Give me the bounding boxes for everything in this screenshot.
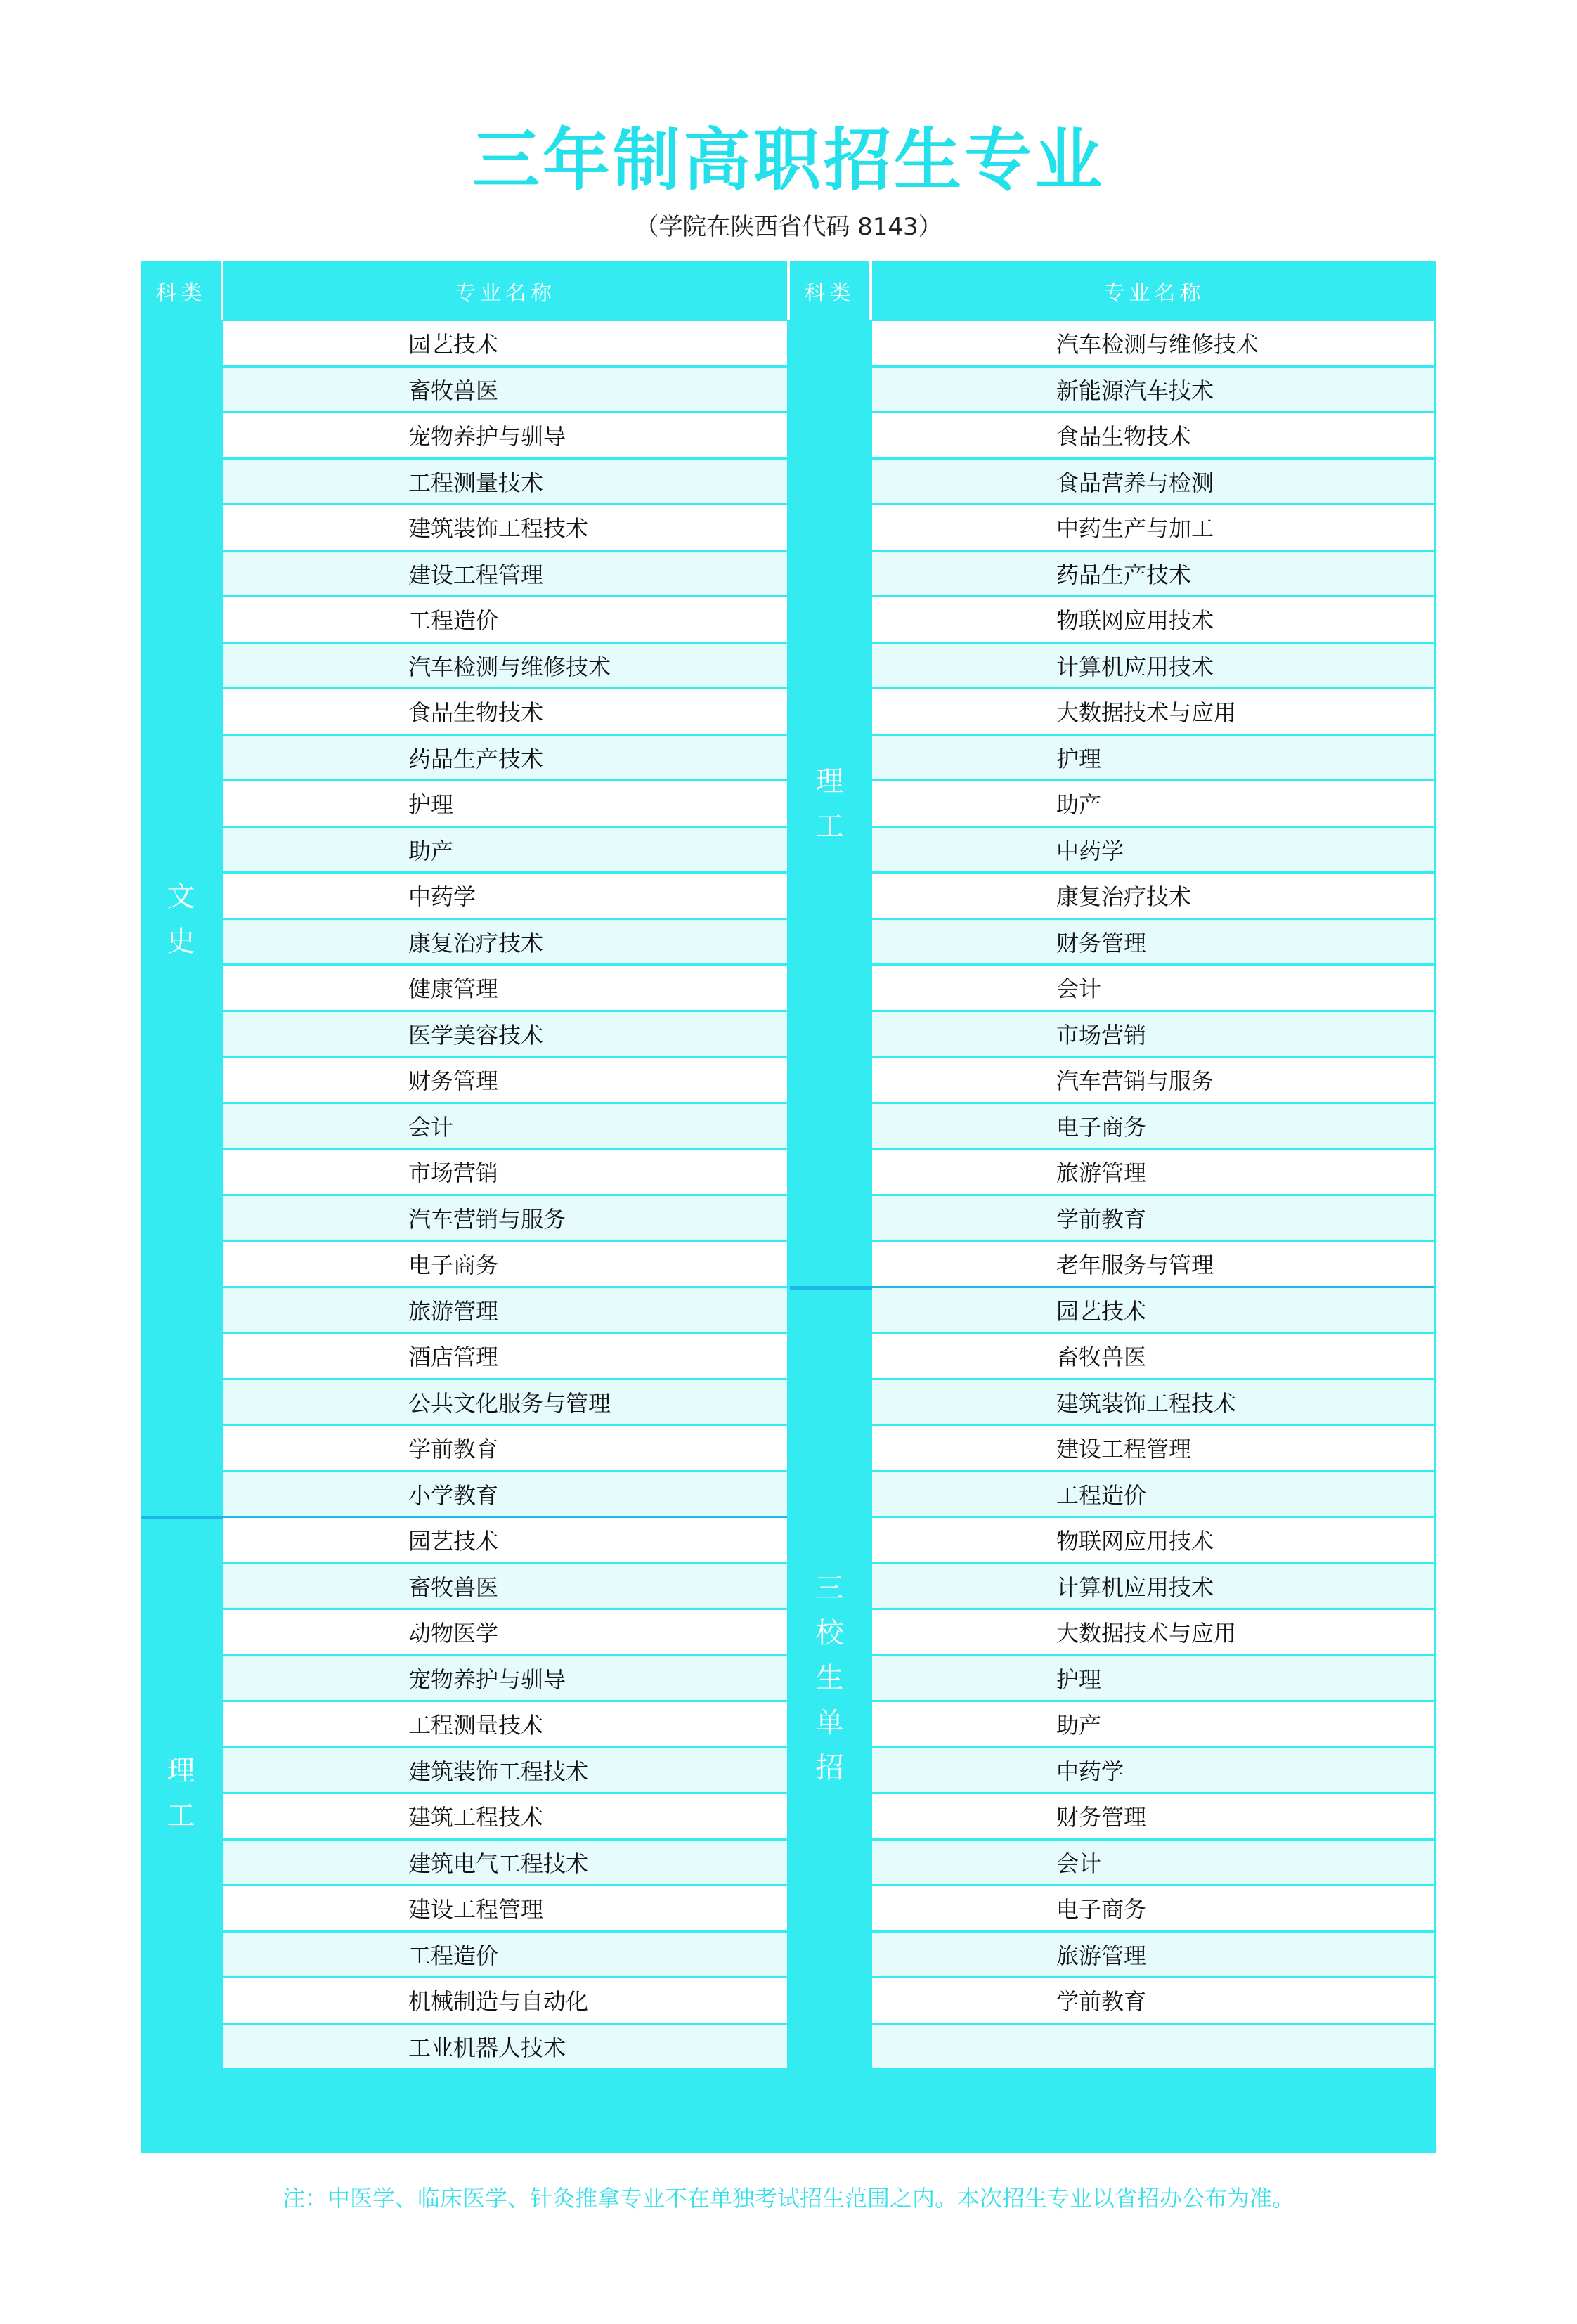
table-row [223, 1518, 787, 1562]
major-name: 旅游管理 [1056, 1160, 1147, 1187]
table-row [872, 321, 1434, 365]
major-name: 旅游管理 [1056, 1942, 1147, 1969]
major-name: 建筑装饰工程技术 [408, 515, 589, 543]
major-name: 园艺技术 [408, 1528, 499, 1555]
major-name: 助产 [1056, 1712, 1102, 1739]
table-row [223, 505, 787, 550]
table-row [223, 1610, 787, 1654]
table-row [872, 644, 1434, 688]
table-row [223, 368, 787, 412]
major-name: 工程测量技术 [408, 1712, 544, 1739]
table-row [223, 1334, 787, 1378]
table-row [223, 1886, 787, 1930]
table-row [223, 966, 787, 1010]
major-name: 财务管理 [1056, 929, 1147, 956]
major-name: 电子商务 [1056, 1896, 1147, 1923]
table-row [872, 920, 1434, 964]
table-row [872, 1150, 1434, 1194]
category-char: 校 [815, 1617, 844, 1650]
table-row [223, 1794, 787, 1838]
table-row [872, 413, 1434, 457]
major-name: 小学教育 [408, 1481, 499, 1509]
major-name: 园艺技术 [408, 331, 499, 358]
major-name: 电子商务 [408, 1252, 499, 1279]
major-name: 畜牧兽医 [408, 1573, 499, 1601]
table-row [872, 1426, 1434, 1470]
table-row [223, 413, 787, 457]
major-name: 计算机应用技术 [1056, 653, 1214, 680]
table-row [872, 1196, 1434, 1240]
table-row [872, 689, 1434, 734]
major-name: 中药学 [1056, 837, 1124, 864]
major-name: 药品生产技术 [408, 745, 544, 772]
major-name: 康复治疗技术 [408, 929, 544, 956]
major-name: 大数据技术与应用 [1056, 1620, 1237, 1647]
major-name: 园艺技术 [1056, 1297, 1147, 1325]
table-row [223, 1656, 787, 1701]
table-row [223, 1564, 787, 1609]
major-name: 学前教育 [1056, 1205, 1147, 1233]
category-char: 理 [815, 765, 844, 798]
table-row [223, 1380, 787, 1424]
table-row [872, 1933, 1434, 1977]
table-row [872, 597, 1434, 642]
major-name: 汽车检测与维修技术 [408, 653, 611, 680]
category-char: 三 [815, 1572, 844, 1605]
table-row [223, 1978, 787, 2023]
table-row [872, 1841, 1434, 1885]
major-name: 建筑装饰工程技术 [408, 1758, 589, 1785]
header-major-right: 专业名称 [1103, 280, 1205, 306]
table-row [223, 644, 787, 688]
table-row [872, 966, 1434, 1010]
table-row [223, 1242, 787, 1286]
major-name: 计算机应用技术 [1056, 1573, 1214, 1601]
major-name: 工业机器人技术 [408, 2034, 566, 2061]
major-name: 酒店管理 [408, 1344, 499, 1371]
major-name: 电子商务 [1056, 1113, 1147, 1141]
table-row [223, 1012, 787, 1056]
table-row [872, 552, 1434, 596]
table-row [223, 1426, 787, 1470]
major-name: 食品生物技术 [1056, 423, 1192, 450]
table-row [872, 1978, 1434, 2023]
major-name: 建筑工程技术 [408, 1804, 544, 1831]
major-name: 中药学 [408, 883, 476, 911]
category-char: 史 [167, 925, 195, 958]
table-row [223, 597, 787, 642]
major-name: 汽车营销与服务 [408, 1205, 566, 1233]
major-name: 动物医学 [408, 1620, 499, 1647]
major-name: 护理 [1056, 1666, 1102, 1693]
table-row [223, 1058, 787, 1102]
page-title: 三年制高职招生专业 [472, 121, 1105, 200]
major-name: 建设工程管理 [408, 1896, 544, 1923]
category-char: 招 [815, 1752, 844, 1785]
page-subtitle: （学院在陕西省代码 8143） [635, 213, 942, 241]
header-category-right: 科类 [804, 280, 855, 306]
table-row [872, 2025, 1434, 2069]
major-name: 医学美容技术 [408, 1021, 544, 1049]
major-name: 康复治疗技术 [1056, 883, 1192, 911]
table-row [872, 368, 1434, 412]
table-row [223, 1150, 787, 1194]
major-name: 助产 [1056, 791, 1102, 819]
category-char: 工 [815, 810, 844, 843]
major-name: 畜牧兽医 [1056, 1344, 1147, 1371]
major-name: 财务管理 [1056, 1804, 1147, 1831]
major-name: 物联网应用技术 [1056, 1528, 1214, 1555]
major-name: 中药生产与加工 [1056, 515, 1214, 543]
major-name: 大数据技术与应用 [1056, 699, 1237, 727]
major-name: 食品生物技术 [408, 699, 544, 727]
table-row [872, 1564, 1434, 1609]
category-char: 文 [167, 880, 195, 913]
major-name: 护理 [1056, 745, 1102, 772]
major-name: 学前教育 [408, 1436, 499, 1463]
table-row [872, 828, 1434, 872]
table-row [872, 1104, 1434, 1148]
table-row [223, 828, 787, 872]
table-row [223, 552, 787, 596]
table-row [223, 1841, 787, 1885]
major-name: 旅游管理 [408, 1297, 499, 1325]
table-row [872, 1012, 1434, 1056]
major-name: 汽车营销与服务 [1056, 1067, 1214, 1095]
table-row [872, 1334, 1434, 1378]
major-name: 公共文化服务与管理 [408, 1389, 611, 1417]
table-row [872, 1794, 1434, 1838]
major-name: 建筑装饰工程技术 [1056, 1389, 1237, 1417]
left-category-1 [141, 1517, 221, 2070]
table-row [872, 505, 1434, 550]
header-major-left: 专业名称 [455, 280, 556, 306]
major-name: 会计 [408, 1113, 454, 1141]
major-name: 工程造价 [408, 1942, 499, 1969]
table-row [872, 460, 1434, 504]
major-name: 老年服务与管理 [1056, 1252, 1214, 1279]
right-category-1 [790, 1287, 869, 2070]
table-row [223, 1472, 787, 1517]
major-name: 工程造价 [408, 607, 499, 635]
major-name: 食品营养与检测 [1056, 469, 1214, 496]
category-char: 工 [167, 1800, 195, 1832]
major-name: 新能源汽车技术 [1056, 377, 1214, 404]
table-row [223, 689, 787, 734]
table-row [223, 1196, 787, 1240]
major-name: 机械制造与自动化 [408, 1988, 589, 2015]
table-row [223, 1748, 787, 1793]
major-name: 工程造价 [1056, 1481, 1147, 1509]
major-name: 工程测量技术 [408, 469, 544, 496]
major-name: 助产 [408, 837, 454, 864]
table-row [872, 1380, 1434, 1424]
left-category-0 [141, 320, 221, 1517]
major-name: 建设工程管理 [1056, 1436, 1192, 1463]
major-name: 汽车检测与维修技术 [1056, 331, 1259, 358]
table-row [872, 1656, 1434, 1701]
footnote: 注：中医学、临床医学、针灸推拿专业不在单独考试招生范围之内。本次招生专业以省招办公布为准。 [282, 2185, 1294, 2212]
table-row [872, 874, 1434, 918]
major-name: 财务管理 [408, 1067, 499, 1095]
major-name: 宠物养护与驯导 [408, 1666, 566, 1693]
header-category-left: 科类 [155, 280, 207, 306]
major-name: 市场营销 [408, 1160, 499, 1187]
major-name: 宠物养护与驯导 [408, 423, 566, 450]
table-row [872, 1288, 1434, 1332]
major-name: 畜牧兽医 [408, 377, 499, 404]
major-name: 建筑电气工程技术 [408, 1850, 589, 1877]
table-row [223, 1288, 787, 1332]
table-row [223, 920, 787, 964]
major-name: 中药学 [1056, 1758, 1124, 1785]
table-row [223, 1104, 787, 1148]
category-char: 单 [815, 1707, 844, 1740]
table-row [223, 1702, 787, 1746]
right-category-0 [790, 320, 869, 1287]
table-row [223, 781, 787, 826]
major-name: 会计 [1056, 1850, 1102, 1877]
table-row [223, 736, 787, 780]
major-name: 药品生产技术 [1056, 561, 1192, 588]
table-row [223, 1933, 787, 1977]
category-char: 理 [167, 1755, 195, 1787]
table-row [872, 1702, 1434, 1746]
table-row [872, 1472, 1434, 1517]
table-row [872, 1886, 1434, 1930]
majors-table [141, 261, 1436, 2153]
major-name: 健康管理 [408, 975, 499, 1003]
major-name: 建设工程管理 [408, 561, 544, 588]
table-row [223, 874, 787, 918]
table-row [872, 1242, 1434, 1286]
major-name: 学前教育 [1056, 1988, 1147, 2015]
table-row [872, 781, 1434, 826]
category-char: 生 [815, 1662, 844, 1695]
table-row [872, 736, 1434, 780]
major-name: 会计 [1056, 975, 1102, 1003]
table-row [223, 321, 787, 365]
table-row [223, 2025, 787, 2069]
table-row [872, 1610, 1434, 1654]
table-row [872, 1518, 1434, 1562]
major-name: 市场营销 [1056, 1021, 1147, 1049]
major-name: 护理 [408, 791, 454, 819]
table-row [872, 1748, 1434, 1793]
table-row [872, 1058, 1434, 1102]
table-row [223, 460, 787, 504]
major-name: 物联网应用技术 [1056, 607, 1214, 635]
